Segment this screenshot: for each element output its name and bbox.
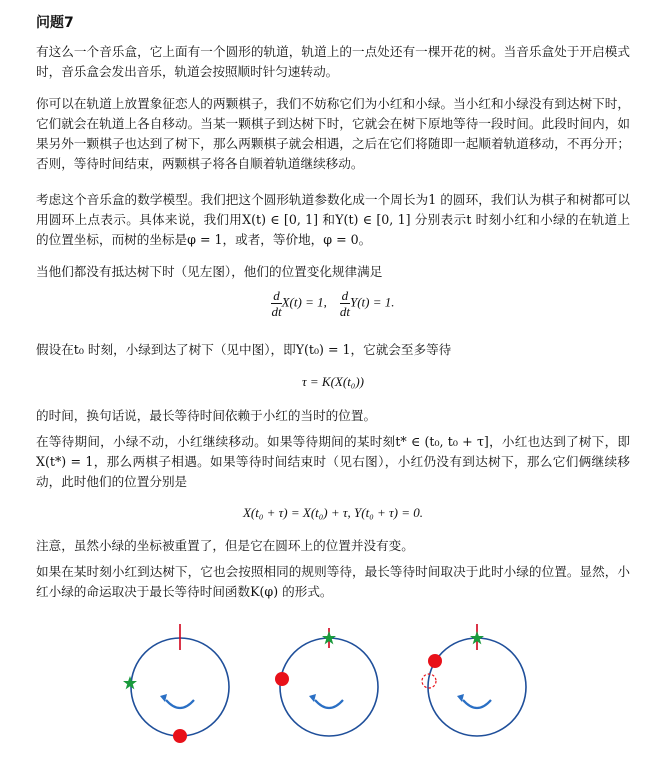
track-circle [131, 638, 229, 736]
paragraph-rules: 你可以在轨道上放置象征恋人的两颗棋子，我们不妨称它们为小红和小绿。当小红和小绿没有到达树下时，它们就会在轨道上各自移动。当某一颗棋子到达树下时，它就会在树下原地等待一段时间。此段时间内，如果另外一颗棋子也达到了树下，那么两颗棋子就会相遇，之后在它们将随即一起顺着轨道移动，不再分开；否则，等待时间结束，两颗棋子将各自顺着轨道继续移动。 [36, 96, 630, 171]
paragraph-fate: 如果在某时刻小红到达树下，它也会按照相同的规则等待，最长等待时间取决于此时小绿的位置。显然，小红小绿的命运取决于最长等待时间函数K(φ) 的形式。 [36, 564, 630, 599]
rotation-arrow-icon [166, 700, 194, 708]
figure-left [120, 620, 250, 750]
equation-wait-time: τ = K(X(t₀)) [302, 374, 364, 389]
equation-reset: X(t₀ + τ) = X(t₀) + τ, Y(t₀ + τ) = 0. [242, 505, 424, 520]
paragraph-note: 注意，虽然小绿的坐标被重置了，但是它在圆环上的位置并没有变。 [36, 538, 414, 553]
rotation-arrow-icon [463, 700, 491, 708]
problem-title: 问题7 [36, 15, 74, 31]
paragraph-intro: 有这么一个音乐盒，它上面有一个圆形的轨道，轨道上的一点处还有一棵开花的树。当音乐盒处于开启模式时，音乐盒会发出音乐，轨道会按照顺时针匀速转动。 [36, 44, 630, 79]
paragraph-model: 考虑这个音乐盒的数学模型。我们把这个圆形轨道参数化成一个周长为1 的圆环，我们认为棋子和树都可以用圆环上点表示。具体来说，我们用X(t) ∈ [0, 1] 和Y(t) ∈ [0, 1] 分别表示t 时刻小红和小绿的在轨道上的位置坐标，而树的坐标是φ = 1，或者，等价地，φ = 0。 [36, 192, 630, 247]
equation-y-rate: Y(t) = 1. [349, 294, 395, 310]
equation-x-rate: X(t) = 1, [281, 294, 327, 310]
figure-middle [270, 620, 400, 750]
track-circle [280, 638, 378, 736]
fraction-dx: $\frac{d}{dt}$ [271, 288, 282, 319]
red-piece-icon [173, 729, 187, 743]
paragraph-wait-depends: 的时间，换句话说，最长等待时间依赖于小红的当时的位置。 [36, 408, 377, 423]
paragraph-waiting: 在等待期间，小绿不动，小红继续移动。如果等待期间的某时刻t* ∈ (t₀, t₀ + τ]，小红也达到了树下，即X(t*) = 1，那么两棋子相遇。如果等待时间结束时（见右图），小红仍没有到达树下，那么它们俩继续移动，此时他们的位置分别是 [36, 434, 630, 489]
red-piece-icon [275, 672, 289, 686]
red-piece-icon [428, 654, 442, 668]
fraction-dy: $\frac{d}{dt}$ [339, 288, 350, 319]
track-circle [428, 638, 526, 736]
figure-right [416, 620, 546, 750]
rotation-arrow-icon [315, 700, 343, 708]
equation-velocity [36, 288, 630, 319]
green-star-icon [123, 676, 137, 689]
paragraph-green-arrives: 假设在t₀ 时刻，小绿到达了树下（见中图），即Y(t₀) = 1，它就会至多等待 [36, 342, 452, 357]
paragraph-no-tree: 当他们都没有抵达树下时（见左图），他们的位置变化规律满足 [36, 264, 383, 279]
